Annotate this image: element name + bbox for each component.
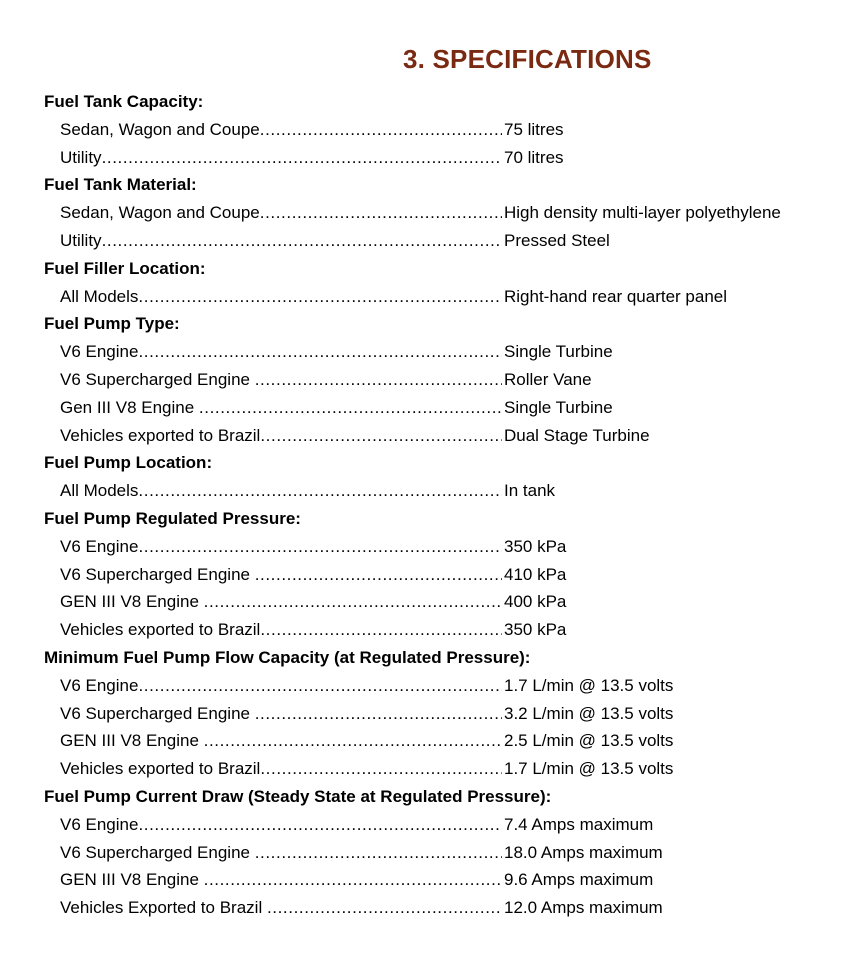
spec-row: [44, 394, 844, 422]
section-heading: Fuel Filler Location:: [44, 258, 206, 278]
spec-value: 410 kPa: [504, 564, 567, 584]
spec-value: Single Turbine: [504, 342, 613, 362]
spec-row: [44, 477, 844, 505]
page-title: 3. SPECIFICATIONS: [403, 44, 652, 74]
spec-value: 350 kPa: [504, 620, 567, 640]
spec-row: [44, 894, 844, 922]
spec-label: V6 Supercharged Engine .....: [60, 561, 502, 589]
spec-label: Sedan, Wagon and Coupe .....: [60, 116, 502, 144]
spec-value: 75 litres: [504, 119, 564, 139]
spec-row: [44, 422, 844, 450]
spec-value: 1.7 L/min @ 13.5 volts: [504, 759, 674, 779]
spec-value: Single Turbine: [504, 397, 613, 417]
spec-row: [44, 533, 844, 561]
spec-label: V6 Supercharged Engine .....: [60, 366, 502, 394]
spec-value: In tank: [504, 481, 556, 501]
spec-row: [44, 727, 844, 755]
spec-label: Vehicles exported to Brazil .....: [60, 422, 502, 450]
spec-row: [44, 616, 844, 644]
section-heading: Fuel Pump Regulated Pressure:: [44, 508, 301, 528]
spec-row: [44, 338, 844, 366]
spec-value: Roller Vane: [504, 369, 592, 389]
spec-label: Vehicles exported to Brazil .....: [60, 755, 502, 783]
spec-value: 400 kPa: [504, 592, 567, 612]
spec-label: V6 Supercharged Engine .....: [60, 839, 502, 867]
spec-label: Utility .....: [60, 144, 502, 172]
spec-value: High density multi-layer polyethylene: [504, 203, 781, 223]
spec-label: V6 Engine .....: [60, 338, 502, 366]
spec-row: [44, 116, 844, 144]
spec-value: 12.0 Amps maximum: [504, 898, 663, 918]
spec-row: [44, 672, 844, 700]
spec-value: 7.4 Amps maximum: [504, 814, 654, 834]
spec-value: Pressed Steel: [504, 230, 610, 250]
spec-label: Vehicles Exported to Brazil .....: [60, 894, 502, 922]
spec-row: [44, 366, 844, 394]
spec-value: 70 litres: [504, 147, 564, 167]
spec-label: All Models .....: [60, 283, 502, 311]
spec-label: Vehicles exported to Brazil .....: [60, 616, 502, 644]
spec-label: GEN III V8 Engine .....: [60, 588, 502, 616]
spec-label: Gen III V8 Engine .....: [60, 394, 502, 422]
spec-value: 9.6 Amps maximum: [504, 870, 654, 890]
spec-label: Utility .....: [60, 227, 502, 255]
section-heading: Fuel Pump Type:: [44, 314, 180, 334]
spec-value: Right-hand rear quarter panel: [504, 286, 728, 306]
spec-label: V6 Engine .....: [60, 811, 502, 839]
spec-row: [44, 227, 844, 255]
spec-value: 3.2 L/min @ 13.5 volts: [504, 703, 674, 723]
section-heading: Minimum Fuel Pump Flow Capacity (at Regulated Pressure):: [44, 647, 531, 667]
spec-list: [44, 88, 844, 922]
spec-value: 350 kPa: [504, 536, 567, 556]
spec-label: V6 Supercharged Engine .....: [60, 700, 502, 728]
spec-row: [44, 811, 844, 839]
spec-row: [44, 700, 844, 728]
spec-row: [44, 866, 844, 894]
spec-value: Dual Stage Turbine: [504, 425, 650, 445]
section-heading: Fuel Tank Material:: [44, 175, 197, 195]
section-heading: Fuel Tank Capacity:: [44, 92, 204, 111]
section-heading: Fuel Pump Location:: [44, 453, 213, 473]
spec-label: GEN III V8 Engine .....: [60, 866, 502, 894]
spec-value: 2.5 L/min @ 13.5 volts: [504, 731, 674, 751]
spec-value: 1.7 L/min @ 13.5 volts: [504, 675, 674, 695]
spec-value: 18.0 Amps maximum: [504, 842, 663, 862]
spec-label: V6 Engine .....: [60, 533, 502, 561]
spec-row: [44, 199, 844, 227]
spec-label: GEN III V8 Engine .....: [60, 727, 502, 755]
spec-label: V6 Engine .....: [60, 672, 502, 700]
spec-row: [44, 561, 844, 589]
spec-label: All Models .....: [60, 477, 502, 505]
spec-row: [44, 839, 844, 867]
section-heading: Fuel Pump Current Draw (Steady State at Regulated Pressure):: [44, 786, 552, 806]
spec-row: [44, 588, 844, 616]
spec-row: [44, 144, 844, 172]
spec-row: [44, 283, 844, 311]
spec-row: [44, 755, 844, 783]
spec-label: Sedan, Wagon and Coupe .....: [60, 199, 502, 227]
